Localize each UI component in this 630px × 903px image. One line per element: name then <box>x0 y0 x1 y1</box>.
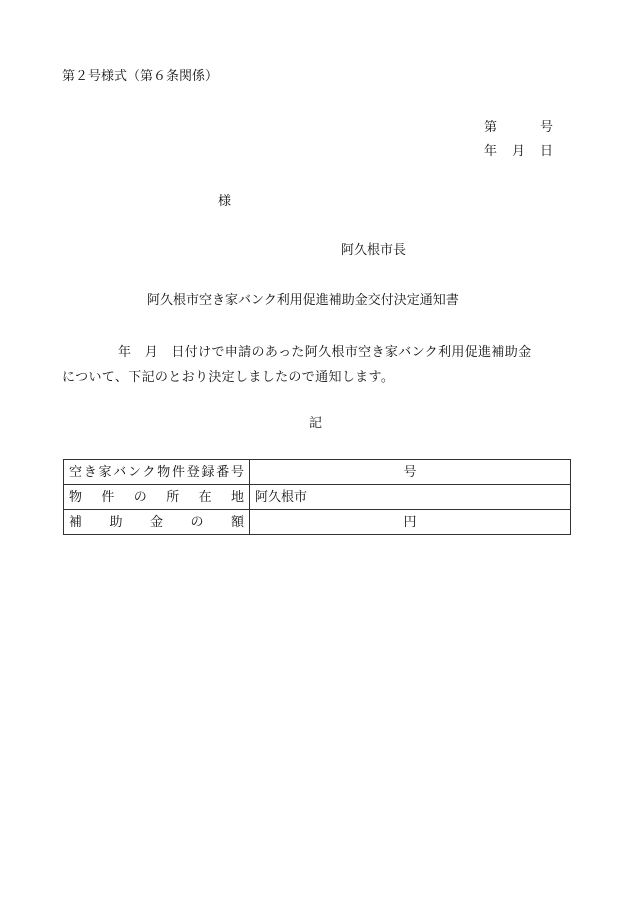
document-number-suffix: 号 <box>540 120 554 135</box>
table-row-subsidy-amount <box>64 510 571 535</box>
registration-number-label: 空き家バンク物件登録番号 <box>64 460 250 485</box>
body-text-line-2: について、下記のとおり決定しましたので通知します。 <box>62 370 395 385</box>
subsidy-amount-value: 円 <box>250 510 571 535</box>
issue-date-day: 日 <box>540 144 554 159</box>
subsidy-amount-label: 補助金の額 <box>64 510 250 535</box>
issuer: 阿久根市長 <box>341 243 407 258</box>
registration-number-value: 号 <box>250 460 571 485</box>
document-number-label: 第 <box>484 120 498 135</box>
issue-date-month: 月 <box>512 144 526 159</box>
form-number: 第２号様式（第６条関係） <box>62 69 219 84</box>
addressee: 様 <box>218 194 232 209</box>
property-location-label: 物件の所在地 <box>64 485 250 510</box>
table-row-registration-number <box>64 460 571 485</box>
detail-table <box>63 459 571 535</box>
body-text-line-1: 年 月 日付けで申請のあった阿久根市空き家バンク利用促進補助金 <box>118 345 532 360</box>
document-title: 阿久根市空き家バンク利用促進補助金交付決定通知書 <box>147 293 459 308</box>
property-location-value: 阿久根市 <box>250 485 571 510</box>
issue-date-year: 年 <box>484 144 498 159</box>
table-row-property-location <box>64 485 571 510</box>
ki-notation: 記 <box>309 416 323 431</box>
